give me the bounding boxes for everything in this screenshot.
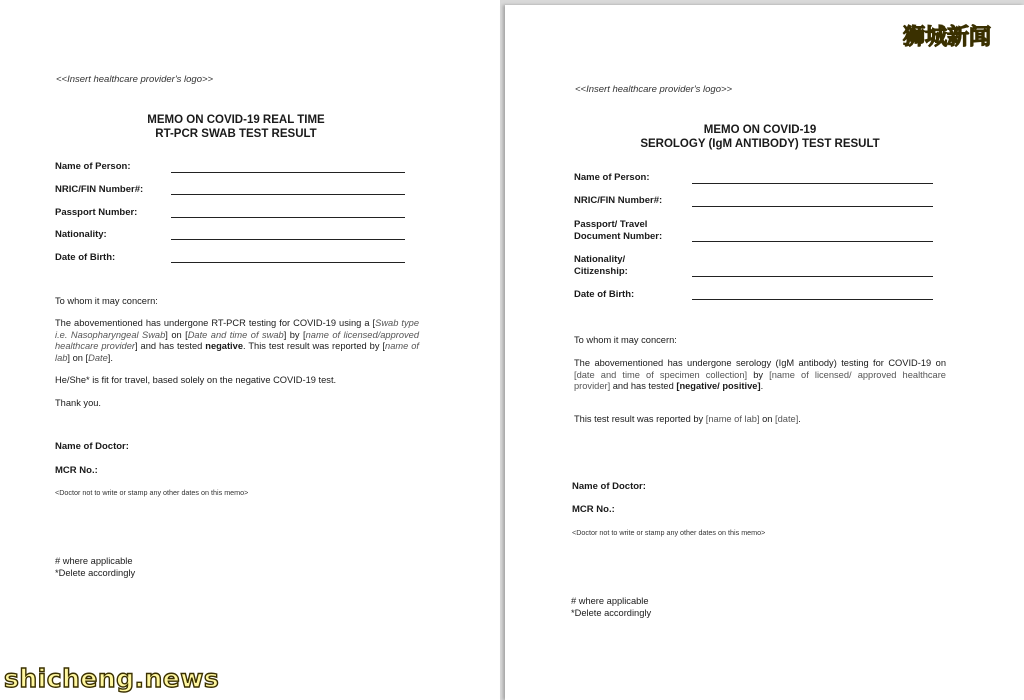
- field-passport-line: [171, 217, 405, 218]
- field-nric-line: [171, 194, 405, 195]
- memo-title-line2: RT-PCR SWAB TEST RESULT: [155, 128, 317, 140]
- field-nationality-line: [692, 276, 933, 277]
- memo-serology-page: [505, 5, 1024, 700]
- footnote-delete: *Delete accordingly: [55, 568, 136, 578]
- mcr-label: MCR No.:: [572, 504, 615, 515]
- field-passport-line: [692, 241, 933, 242]
- memo-title-line1: MEMO ON COVID-19: [703, 124, 817, 136]
- salutation: To whom it may concern:: [55, 296, 158, 306]
- memo-pcr-page: [0, 0, 500, 700]
- mcr-label: MCR No.:: [55, 465, 98, 476]
- memo-body-paragraph: The abovementioned has undergone RT-PCR testing for COVID-19 using a [Swab type i.e. Nasopharyngeal Swab] on [Date and time of swab] by [name of licensed/approved healthcare provider] and has tested negative. This test result was reported by [name of lab] on [Date].: [55, 318, 420, 363]
- doctor-note: <Doctor not to write or stamp any other dates on this memo>: [55, 488, 249, 497]
- logo-placeholder: <<Insert healthcare provider's logo>>: [56, 74, 214, 85]
- field-dob-label: Date of Birth:: [55, 252, 116, 263]
- field-name-line: [692, 183, 933, 184]
- memo-title: [136, 113, 336, 141]
- logo-placeholder: <<Insert healthcare provider's logo>>: [575, 84, 733, 95]
- doctor-name-label: Name of Doctor:: [55, 441, 129, 452]
- salutation: To whom it may concern:: [574, 335, 677, 345]
- footnote-applicable: # where applicable: [571, 596, 649, 606]
- field-nric-label: NRIC/FIN Number#:: [55, 184, 144, 195]
- field-dob-label: Date of Birth:: [574, 289, 635, 300]
- memo-title-line2: SEROLOGY (IgM ANTIBODY) TEST RESULT: [640, 138, 880, 150]
- field-passport-label: Passport/ Travel Document Number:: [574, 219, 663, 242]
- fit-statement: He/She* is fit for travel, based solely on the negative COVID-19 test.: [55, 375, 337, 385]
- field-name-label: Name of Person:: [55, 161, 131, 172]
- field-nric-label: NRIC/FIN Number#:: [574, 195, 663, 206]
- field-nationality-label: Nationality:: [55, 229, 107, 240]
- report-statement: This test result was reported by [name of lab] on [date].: [574, 414, 801, 424]
- doctor-note: <Doctor not to write or stamp any other dates on this memo>: [572, 528, 766, 537]
- field-passport-label: Passport Number:: [55, 207, 138, 218]
- field-name-label: Name of Person:: [574, 172, 650, 183]
- field-nric-line: [692, 206, 933, 207]
- watermark-site: shicheng.news: [4, 664, 220, 693]
- memo-title-line1: MEMO ON COVID-19 REAL TIME: [147, 114, 325, 126]
- footnote-delete: *Delete accordingly: [571, 608, 652, 618]
- memo-title: [610, 123, 910, 151]
- field-nationality-line: [171, 239, 405, 240]
- field-name-line: [171, 172, 405, 173]
- memo-body-paragraph: The abovementioned has undergone serology (IgM antibody) testing for COVID-19 on [date and time of specimen collection] by [name of licensed/ approved healthcare provider] and has tested [negative/ positive].: [574, 358, 946, 392]
- thanks-text: Thank you.: [55, 398, 101, 408]
- field-dob-line: [692, 299, 933, 300]
- field-nationality-label: Nationality/ Citizenship:: [574, 254, 628, 277]
- field-dob-line: [171, 262, 405, 263]
- watermark-chinese: 狮城新闻: [903, 25, 992, 50]
- footnote-applicable: # where applicable: [55, 556, 133, 566]
- doctor-name-label: Name of Doctor:: [572, 481, 646, 492]
